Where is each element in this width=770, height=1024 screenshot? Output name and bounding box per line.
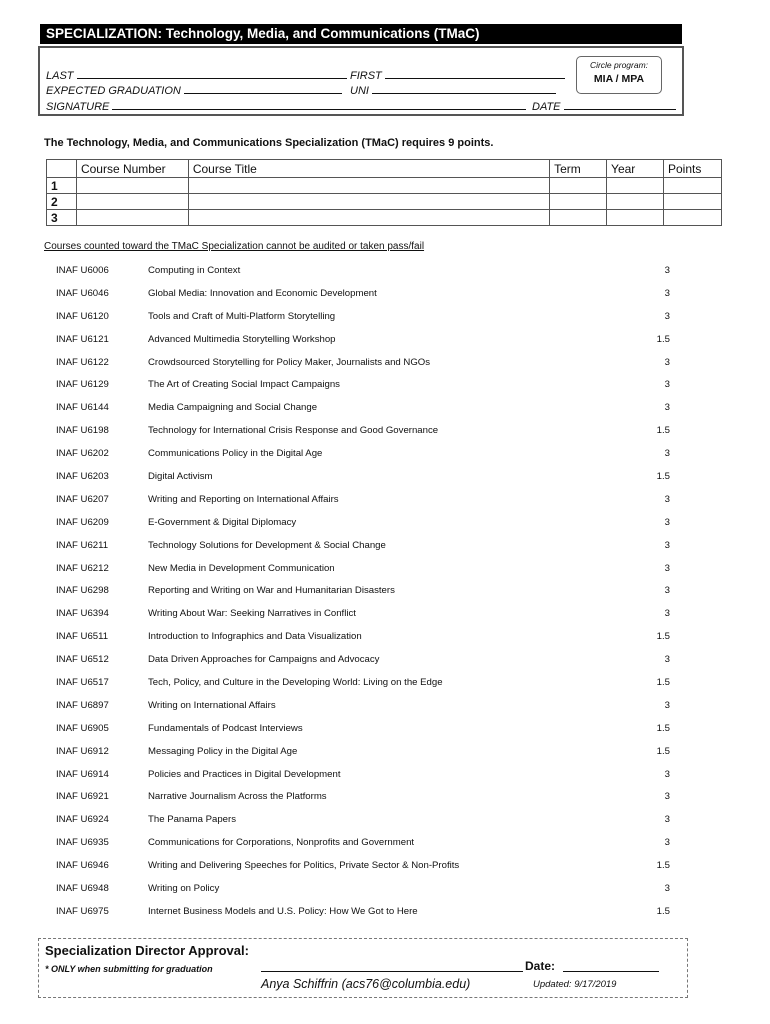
expected-graduation-row xyxy=(46,83,342,97)
course-points: 1.5 xyxy=(656,471,670,483)
course-points: 3 xyxy=(664,402,670,414)
program-circle-box[interactable] xyxy=(576,56,662,94)
course-points: 1.5 xyxy=(656,860,670,872)
approval-date-label: Date: xyxy=(525,959,556,973)
course-row xyxy=(56,582,670,605)
course-title: Writing and Delivering Speeches for Politics, Private Sector & Non-Profits xyxy=(148,860,460,872)
date-field[interactable] xyxy=(564,99,676,110)
course-title: Technology Solutions for Development & Social Change xyxy=(148,539,386,551)
course-points: 1.5 xyxy=(656,722,670,734)
course-title: Tools and Craft of Multi-Platform Storytelling xyxy=(148,310,336,322)
entry-table-header xyxy=(47,160,722,178)
course-number-cell[interactable] xyxy=(76,178,188,194)
course-row xyxy=(56,697,670,720)
course-code: INAF U6946 xyxy=(56,860,109,872)
last-name-field[interactable] xyxy=(77,68,347,79)
course-row xyxy=(56,880,670,903)
approval-title: Specialization Director Approval: xyxy=(45,943,249,958)
course-title: Media Campaigning and Social Change xyxy=(148,402,318,414)
course-title: Crowdsourced Storytelling for Policy Maker, Journalists and NGOs xyxy=(148,356,431,368)
course-points: 3 xyxy=(664,287,670,299)
entry-row xyxy=(47,178,722,194)
course-row xyxy=(56,605,670,628)
course-points: 1.5 xyxy=(656,745,670,757)
row-number: 1 xyxy=(47,178,77,194)
course-title: Writing on Policy xyxy=(148,883,220,895)
course-code: INAF U6121 xyxy=(56,333,109,345)
course-code: INAF U6211 xyxy=(56,539,109,551)
course-code: INAF U6198 xyxy=(56,425,109,437)
course-row xyxy=(56,834,670,857)
course-row xyxy=(56,308,670,331)
course-points: 3 xyxy=(664,791,670,803)
course-row xyxy=(56,743,670,766)
first-label: FIRST xyxy=(350,70,382,82)
course-title: E-Government & Digital Diplomacy xyxy=(148,516,297,528)
course-title: Computing in Context xyxy=(148,265,241,276)
header-term: Term xyxy=(550,160,607,178)
header-course-title: Course Title xyxy=(188,160,549,178)
course-code: INAF U6512 xyxy=(56,654,109,666)
course-row xyxy=(56,903,670,926)
term-cell[interactable] xyxy=(550,194,607,210)
course-title: Policies and Practices in Digital Development xyxy=(148,768,341,780)
date-row xyxy=(532,99,676,113)
approval-date-field[interactable] xyxy=(563,959,659,972)
course-row xyxy=(56,537,670,560)
circle-program-caption: Circle program: xyxy=(589,60,649,70)
course-number-cell[interactable] xyxy=(76,194,188,210)
director-signature-field[interactable] xyxy=(261,959,523,972)
course-title-cell[interactable] xyxy=(188,178,549,194)
term-cell[interactable] xyxy=(550,178,607,194)
course-title: Tech, Policy, and Culture in the Developing World: Living on the Edge xyxy=(148,677,443,689)
course-row xyxy=(56,262,670,285)
expected-graduation-label: EXPECTED GRADUATION xyxy=(46,85,181,97)
course-points: 1.5 xyxy=(656,905,670,917)
course-points: 1.5 xyxy=(656,677,670,689)
course-code: INAF U6948 xyxy=(56,883,109,895)
course-code: INAF U6912 xyxy=(56,745,109,757)
expected-graduation-field[interactable] xyxy=(184,83,342,94)
course-code: INAF U6207 xyxy=(56,493,109,505)
header-course-number: Course Number xyxy=(76,160,188,178)
course-code: INAF U6212 xyxy=(56,562,109,574)
course-points: 3 xyxy=(664,562,670,574)
course-code: INAF U6511 xyxy=(56,631,109,643)
form-title: SPECIALIZATION: Technology, Media, and Communications (TMaC) xyxy=(40,24,682,44)
signature-field[interactable] xyxy=(112,99,526,110)
course-code: INAF U6905 xyxy=(56,722,109,734)
course-points: 3 xyxy=(664,585,670,597)
header-points: Points xyxy=(663,160,721,178)
course-code: INAF U6129 xyxy=(56,379,109,391)
course-code: INAF U6897 xyxy=(56,699,109,711)
year-cell[interactable] xyxy=(607,194,664,210)
course-row xyxy=(56,399,670,422)
course-code: INAF U6298 xyxy=(56,585,109,597)
approval-box xyxy=(38,938,688,998)
course-row xyxy=(56,788,670,811)
course-title: Writing and Reporting on International Affairs xyxy=(148,493,339,505)
entry-row xyxy=(47,194,722,210)
course-list xyxy=(56,262,670,926)
course-row xyxy=(56,766,670,789)
course-points: 1.5 xyxy=(656,425,670,437)
uni-label: UNI xyxy=(350,85,369,97)
course-title: Narrative Journalism Across the Platforms xyxy=(148,791,327,803)
course-title: Advanced Multimedia Storytelling Workshop xyxy=(148,333,336,345)
course-title: Introduction to Infographics and Data Visualization xyxy=(148,631,362,643)
course-title: The Art of Creating Social Impact Campaigns xyxy=(148,379,340,391)
course-points: 3 xyxy=(664,837,670,849)
course-code: INAF U6517 xyxy=(56,677,109,689)
course-row xyxy=(56,354,670,377)
course-title: Communications Policy in the Digital Age xyxy=(148,448,323,460)
course-number-cell[interactable] xyxy=(76,210,188,226)
course-code: INAF U6006 xyxy=(56,265,109,276)
course-code: INAF U6122 xyxy=(56,356,109,368)
course-code: INAF U6046 xyxy=(56,287,109,299)
course-title: Technology for International Crisis Response and Good Governance xyxy=(148,425,439,437)
course-points: 3 xyxy=(664,356,670,368)
course-row xyxy=(56,720,670,743)
course-title: Fundamentals of Podcast Interviews xyxy=(148,722,303,734)
course-title: Internet Business Models and U.S. Policy: How We Got to Here xyxy=(148,905,418,917)
course-row xyxy=(56,857,670,880)
course-code: INAF U6202 xyxy=(56,448,109,460)
course-row xyxy=(56,422,670,445)
course-points: 3 xyxy=(664,539,670,551)
course-title: Writing on International Affairs xyxy=(148,699,276,711)
course-points: 3 xyxy=(664,814,670,826)
course-row xyxy=(56,331,670,354)
uni-row xyxy=(350,83,556,97)
row-number-header xyxy=(47,160,77,178)
course-code: INAF U6209 xyxy=(56,516,109,528)
course-code: INAF U6975 xyxy=(56,905,109,917)
year-cell[interactable] xyxy=(607,178,664,194)
header-year: Year xyxy=(607,160,664,178)
course-title-cell[interactable] xyxy=(188,194,549,210)
signature-label: SIGNATURE xyxy=(46,101,110,113)
course-row xyxy=(56,560,670,583)
course-row xyxy=(56,811,670,834)
signature-row xyxy=(46,99,526,113)
course-row xyxy=(56,468,670,491)
course-code: INAF U6144 xyxy=(56,402,109,414)
points-cell[interactable] xyxy=(663,210,721,226)
course-points: 3 xyxy=(664,883,670,895)
course-code: INAF U6935 xyxy=(56,837,109,849)
program-options[interactable]: MIA / MPA xyxy=(593,73,645,85)
course-code: INAF U6394 xyxy=(56,608,109,620)
course-code: INAF U6924 xyxy=(56,814,109,826)
student-info-box xyxy=(38,46,684,116)
course-title: Writing About War: Seeking Narratives in Conflict xyxy=(148,608,356,620)
row-number: 3 xyxy=(47,210,77,226)
course-title: Data Driven Approaches for Campaigns and Advocacy xyxy=(148,654,380,666)
course-points: 1.5 xyxy=(656,631,670,643)
audit-note: Courses counted toward the TMaC Specialization cannot be audited or taken pass/fail xyxy=(44,241,425,252)
course-code: INAF U6921 xyxy=(56,791,109,803)
course-points: 3 xyxy=(664,654,670,666)
first-name-row xyxy=(350,68,565,82)
points-cell[interactable] xyxy=(663,178,721,194)
course-title: Global Media: Innovation and Economic Development xyxy=(148,287,377,299)
course-points: 3 xyxy=(664,699,670,711)
last-name-row xyxy=(46,68,347,82)
course-points: 3 xyxy=(664,516,670,528)
requirement-text: The Technology, Media, and Communications Specialization (TMaC) requires 9 points. xyxy=(44,137,494,149)
course-title: Digital Activism xyxy=(148,471,213,483)
updated-date: Updated: 9/17/2019 xyxy=(533,979,617,990)
row-number: 2 xyxy=(47,194,77,210)
course-row xyxy=(56,628,670,651)
director-name: Anya Schiffrin (acs76@columbia.edu) xyxy=(261,977,471,991)
last-label: LAST xyxy=(46,70,74,82)
first-name-field[interactable] xyxy=(385,68,565,79)
course-points: 3 xyxy=(664,493,670,505)
term-cell[interactable] xyxy=(550,210,607,226)
course-code: INAF U6203 xyxy=(56,471,109,483)
course-code: INAF U6914 xyxy=(56,768,109,780)
course-points: 3 xyxy=(664,768,670,780)
course-row xyxy=(56,674,670,697)
date-label: DATE xyxy=(532,101,561,113)
course-code: INAF U6120 xyxy=(56,310,109,322)
course-title: Reporting and Writing on War and Humanitarian Disasters xyxy=(148,585,395,597)
course-points: 3 xyxy=(664,379,670,391)
course-row xyxy=(56,491,670,514)
points-cell[interactable] xyxy=(663,194,721,210)
course-points: 3 xyxy=(664,608,670,620)
course-points: 3 xyxy=(664,265,670,276)
course-points: 3 xyxy=(664,448,670,460)
course-row xyxy=(56,376,670,399)
course-row xyxy=(56,651,670,674)
approval-note: * ONLY when submitting for graduation xyxy=(45,964,213,974)
course-title-cell[interactable] xyxy=(188,210,549,226)
course-points: 3 xyxy=(664,310,670,322)
year-cell[interactable] xyxy=(607,210,664,226)
course-points: 1.5 xyxy=(656,333,670,345)
entry-row xyxy=(47,210,722,226)
uni-field[interactable] xyxy=(372,83,556,94)
course-entry-table xyxy=(46,159,722,226)
course-title: Messaging Policy in the Digital Age xyxy=(148,745,298,757)
course-row xyxy=(56,514,670,537)
course-title: Communications for Corporations, Nonprofits and Government xyxy=(148,837,415,849)
course-title: New Media in Development Communication xyxy=(148,562,335,574)
course-row xyxy=(56,285,670,308)
course-row xyxy=(56,445,670,468)
course-title: The Panama Papers xyxy=(148,814,236,826)
